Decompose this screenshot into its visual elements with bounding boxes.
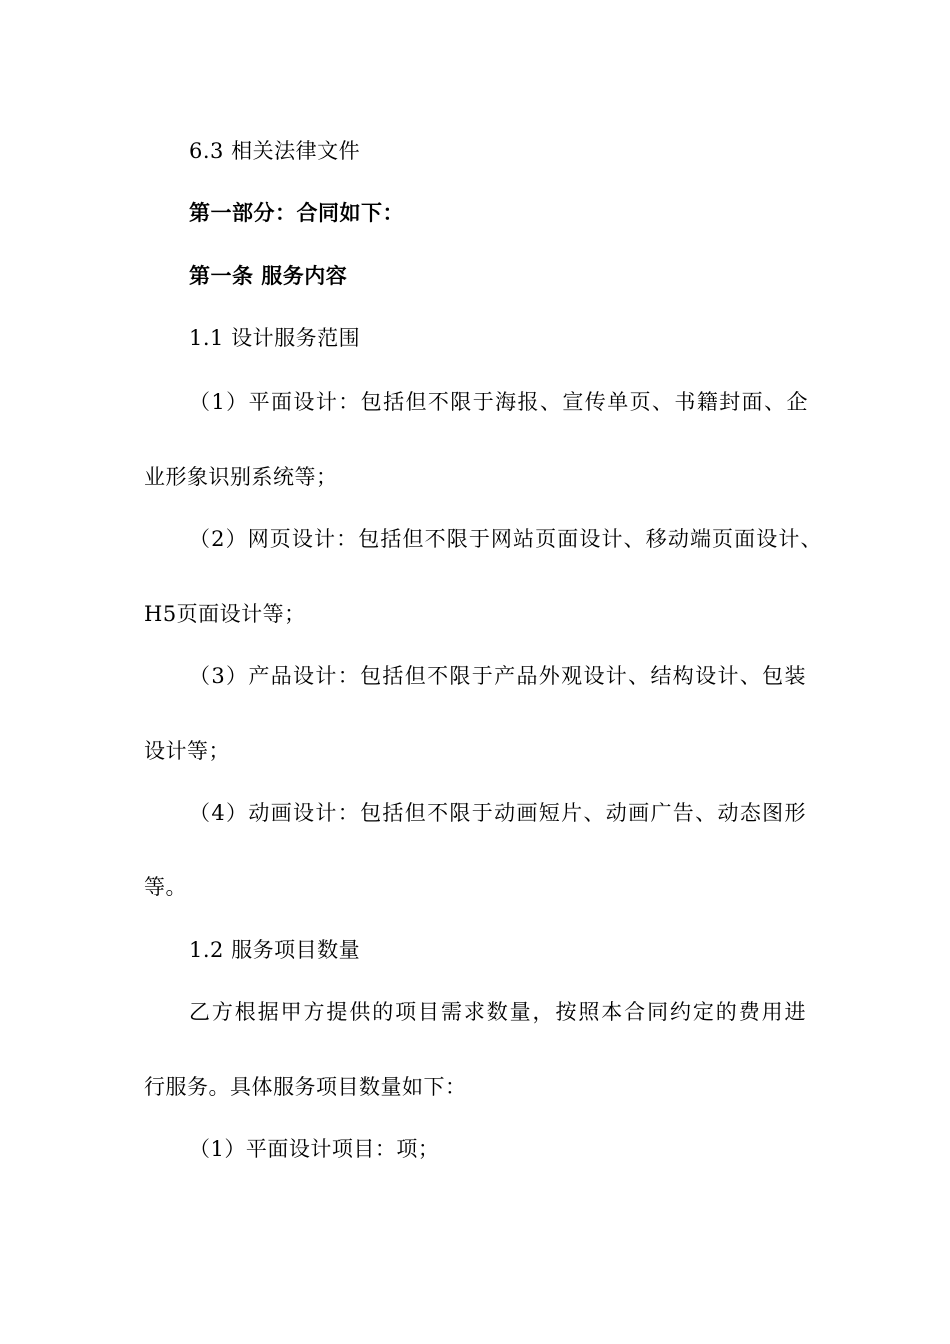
clause-1-2-heading: 1.2 服务项目数量 [189, 938, 361, 962]
paragraph-line: （4）动画设计：包括但不限于动画短片、动画广告、动态图形 [189, 801, 806, 825]
paragraph-line: 设计等； [144, 739, 230, 763]
paragraph-line: （3）产品设计：包括但不限于产品外观设计、结构设计、包装 [189, 664, 806, 688]
paragraph-line: 业形象识别系统等； [144, 465, 338, 489]
paragraph-line: 等。 [144, 875, 187, 899]
article-one-heading: 第一条 服务内容 [189, 264, 348, 288]
paragraph-line: （2）网页设计：包括但不限于网站页面设计、移动端页面设计、 [189, 527, 822, 551]
paragraph-line: 乙方根据甲方提供的项目需求数量，按照本合同约定的费用进 [189, 1000, 806, 1024]
part-one-heading: 第一部分：合同如下： [189, 201, 404, 225]
clause-1-1-heading: 1.1 设计服务范围 [189, 326, 361, 350]
paragraph-line: （1）平面设计：包括但不限于海报、宣传单页、书籍封面、企 [189, 390, 808, 414]
list-item: （1）平面设计项目：项； [189, 1137, 440, 1161]
paragraph-line: H5页面设计等； [144, 602, 306, 626]
section-heading-6-3: 6.3 相关法律文件 [189, 139, 361, 163]
paragraph-line: 行服务。具体服务项目数量如下： [144, 1075, 467, 1099]
